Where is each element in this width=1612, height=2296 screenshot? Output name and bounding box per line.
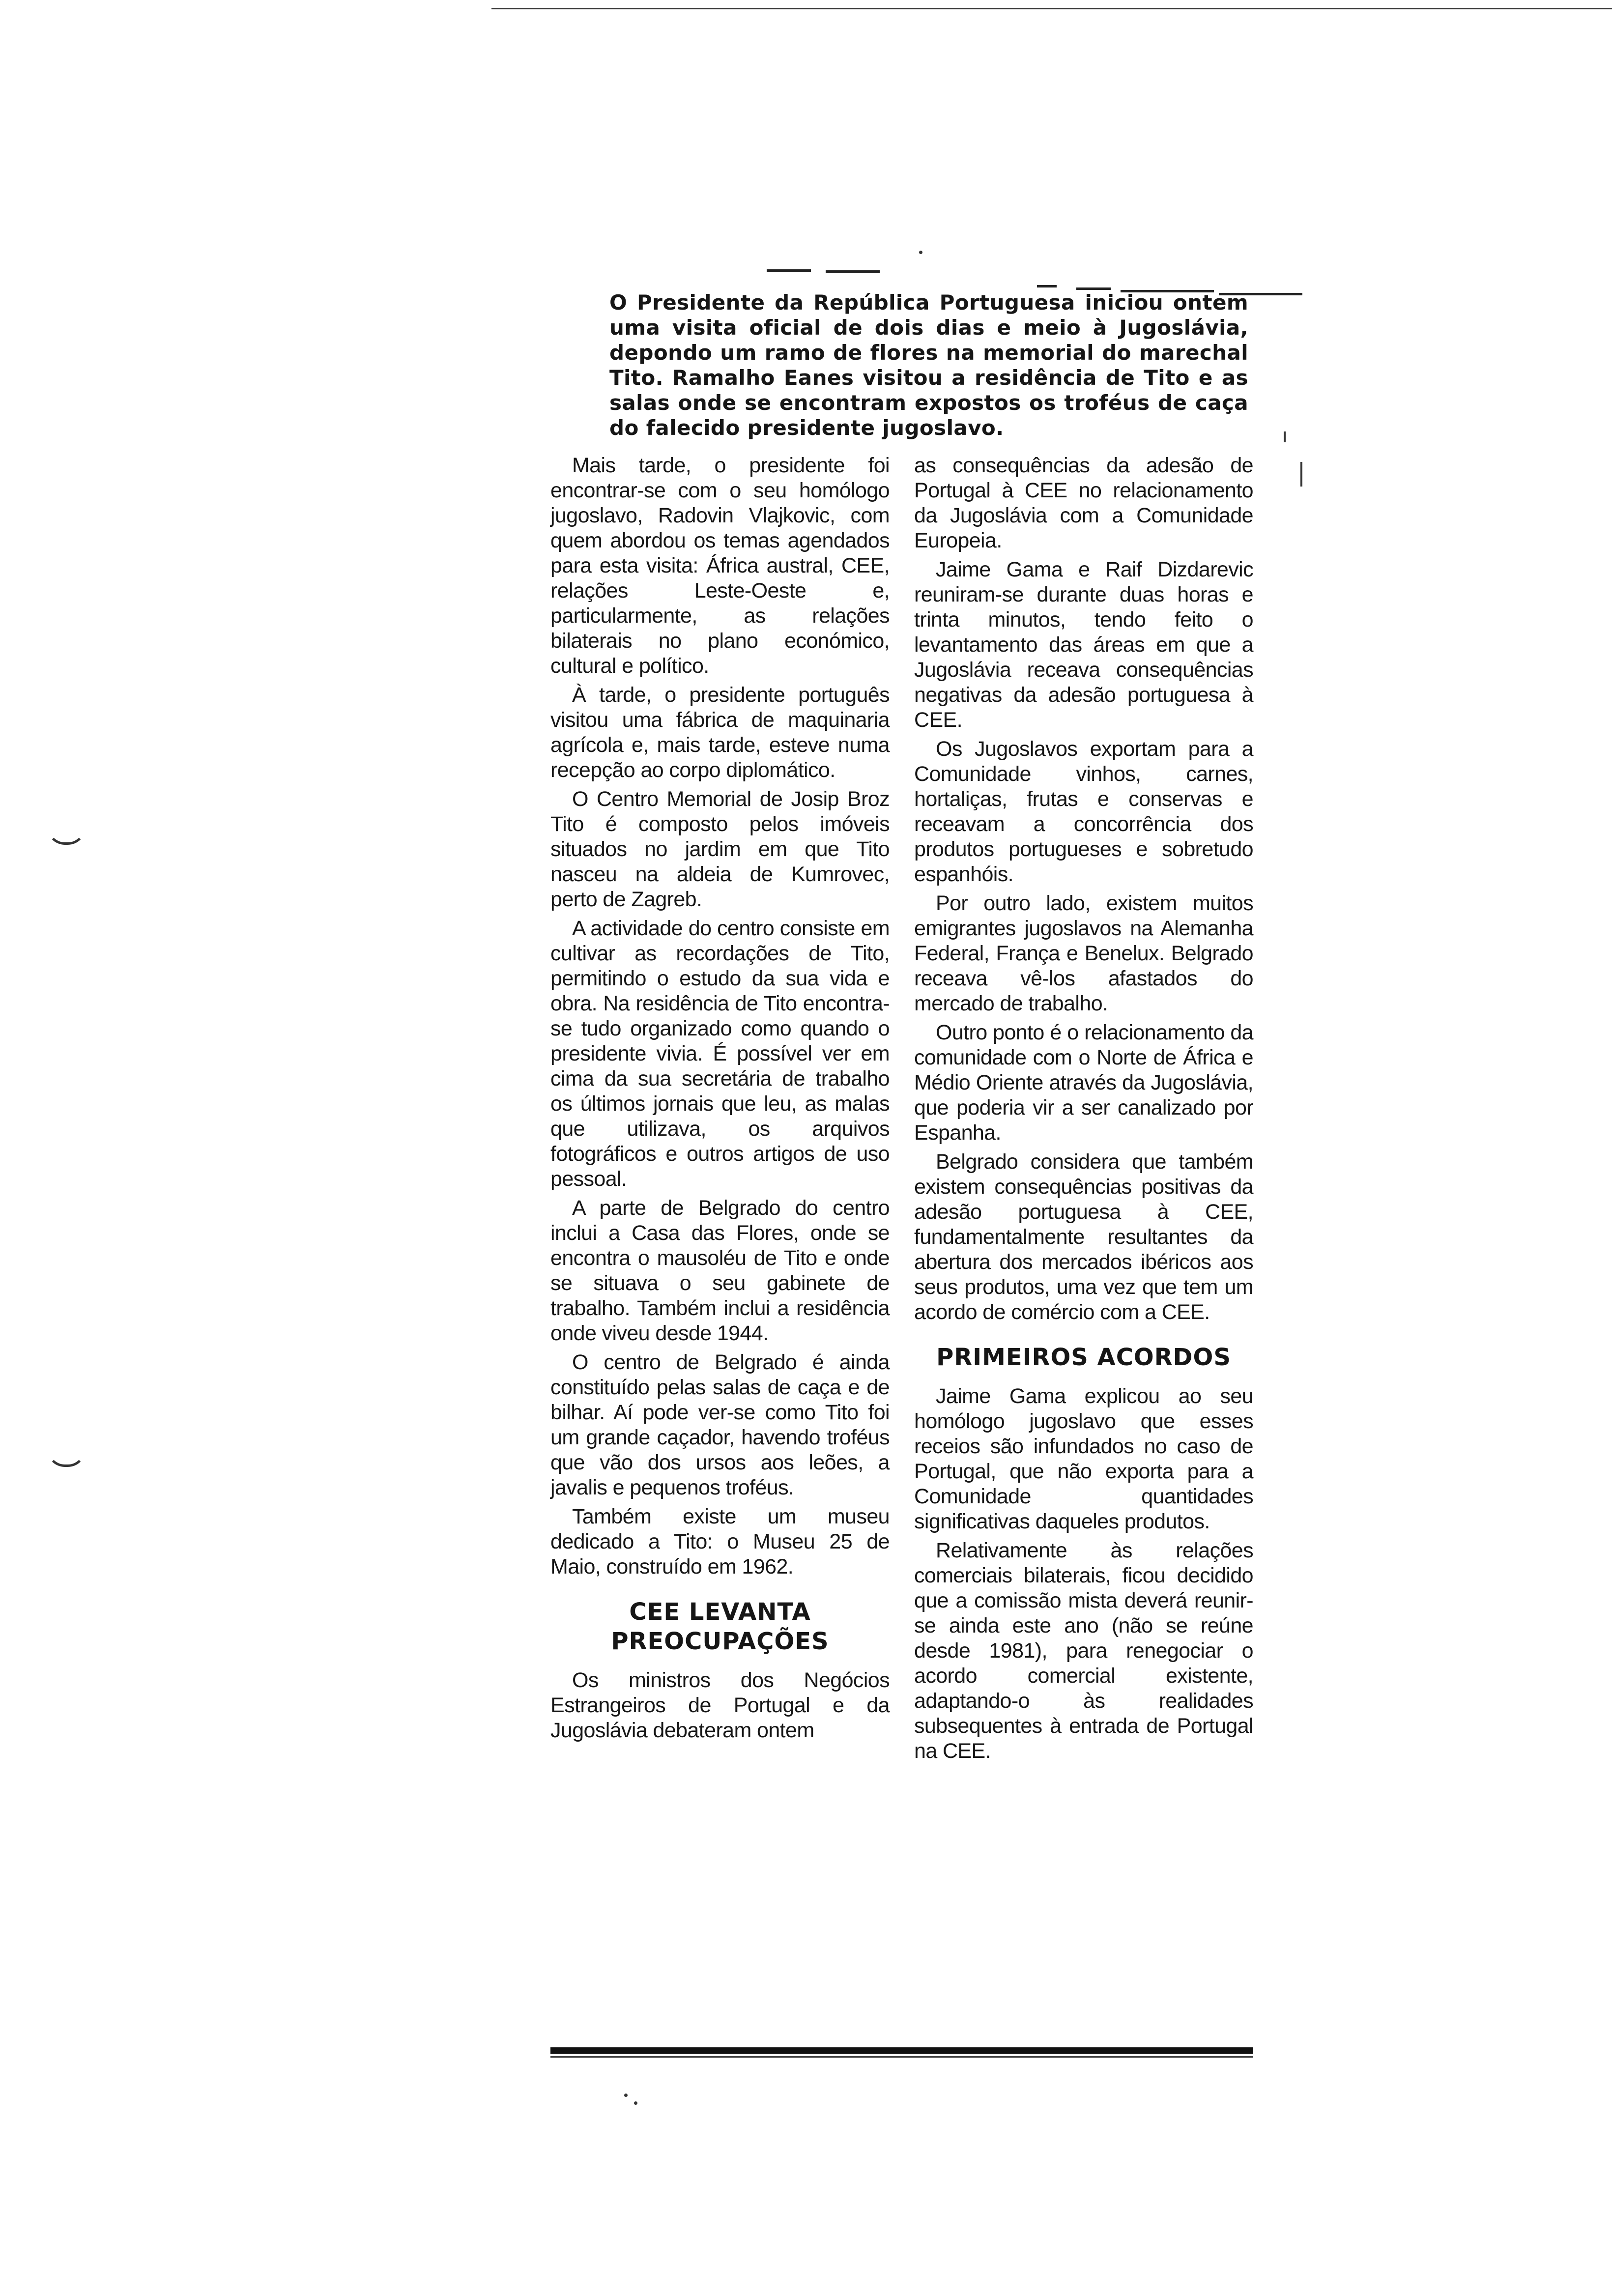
article-columns bbox=[550, 453, 1253, 1768]
body-paragraph: Jaime Gama e Raif Dizdarevic reuniram-se durante duas horas e trinta minutos, tendo feito o levantamento das áreas em que a Jugoslávia receava consequências negativas da adesão portuguesa à CEE. bbox=[914, 558, 1253, 732]
article-bottom-rule-thin bbox=[550, 2056, 1253, 2058]
margin-tick-mark bbox=[1284, 431, 1286, 442]
right-column bbox=[914, 453, 1253, 1768]
margin-tick-mark bbox=[1300, 462, 1302, 487]
dust-speck bbox=[624, 2094, 628, 2097]
article-lead: O Presidente da República Portuguesa iniciou ontem uma visita oficial de dois dias e meio à Jugoslávia, depondo um ramo de flores na memorial do marechal Tito. Ramalho Eanes visitou a residência de Tito e as salas onde se encontram expostos os troféus de caça do falecido presidente jugoslavo. bbox=[609, 290, 1248, 440]
body-paragraph: Belgrado considera que também existem consequências positivas da adesão portuguesa à CEE, fundamentalmente resultantes da abertura dos mercados ibéricos aos seus produtos, uma vez que tem um acordo de comércio com a CEE. bbox=[914, 1150, 1253, 1324]
section-subhead-primeiros-acordos: PRIMEIROS ACORDOS bbox=[936, 1344, 1231, 1371]
body-paragraph-continued: as consequências da adesão de Portugal à CEE no relacionamento da Jugoslávia com a Comunidade Europeia. bbox=[914, 454, 1253, 552]
body-paragraph: Os ministros dos Negócios Estrangeiros de Portugal e da Jugoslávia debateram ontem bbox=[550, 1668, 890, 1742]
body-paragraph: Mais tarde, o presidente foi encontrar-se com o seu homólogo jugoslavo, Radovin Vlajkovic, com quem abordou os temas agendados para esta visita: África austral, CEE, relações Leste-Oeste e, particularmente, as relações bilaterais no plano económico, cultural e político. bbox=[550, 454, 890, 678]
dust-speck bbox=[919, 251, 922, 254]
body-paragraph: À tarde, o presidente português visitou uma fábrica de maquinaria agrícola e, mais tarde, esteve numa recepção ao corpo diplomático. bbox=[550, 683, 890, 782]
body-paragraph: Também existe um museu dedicado a Tito: o Museu 25 de Maio, construído em 1962. bbox=[550, 1505, 890, 1578]
subhead-line: PREOCUPAÇÕES bbox=[611, 1628, 829, 1655]
article-bottom-rule bbox=[550, 2047, 1253, 2054]
body-paragraph: Por outro lado, existem muitos emigrantes jugoslavos na Alemanha Federal, França e Benelux. Belgrado receava vê-los afastados do mercado de trabalho. bbox=[914, 891, 1253, 1015]
body-paragraph: A parte de Belgrado do centro inclui a Casa das Flores, onde se encontra o mausoléu de Tito e onde se situava o seu gabinete de trabalho. Também inclui a residência onde viveu desde 1944. bbox=[550, 1196, 890, 1345]
clipping-cut-mark bbox=[767, 269, 811, 272]
binder-hole-mark bbox=[47, 827, 86, 845]
body-paragraph: Os Jugoslavos exportam para a Comunidade vinhos, carnes, hortaliças, frutas e conservas e receavam a concorrência dos produtos portugueses e sobretudo espanhóis. bbox=[914, 737, 1253, 886]
scan-top-edge-line bbox=[491, 8, 1612, 9]
left-column bbox=[550, 453, 890, 1768]
binder-hole-mark bbox=[47, 1449, 86, 1467]
newspaper-article bbox=[550, 290, 1253, 1768]
body-paragraph: O centro de Belgrado é ainda constituído pelas salas de caça e de bilhar. Aí pode ver-se como Tito foi um grande caçador, havendo troféus que vão dos ursos aos leões, a javalis e pequenos troféus. bbox=[550, 1350, 890, 1499]
section-subhead-cee-levanta bbox=[550, 1597, 890, 1656]
body-paragraph: Relativamente às relações comerciais bilaterais, ficou decidido que a comissão mista deverá reunir-se ainda este ano (não se reúne desde 1981), para renegociar o acordo comercial existente, adaptando-o às realidades subsequentes à entrada de Portugal na CEE. bbox=[914, 1539, 1253, 1763]
clipping-cut-mark bbox=[826, 270, 880, 273]
subhead-line: CEE LEVANTA bbox=[629, 1598, 811, 1626]
dust-speck bbox=[634, 2101, 637, 2105]
body-paragraph: O Centro Memorial de Josip Broz Tito é composto pelos imóveis situados no jardim em que Tito nasceu na aldeia de Kumrovec, perto de Zagreb. bbox=[550, 787, 890, 911]
body-paragraph: Jaime Gama explicou ao seu homólogo jugoslavo que esses receios são infundados no caso de Portugal, que não exporta para a Comunidade quantidades significativas daqueles produtos. bbox=[914, 1384, 1253, 1533]
body-paragraph: Outro ponto é o relacionamento da comunidade com o Norte de África e Médio Oriente através da Jugoslávia, que poderia vir a ser canalizado por Espanha. bbox=[914, 1021, 1253, 1145]
body-paragraph: A actividade do centro consiste em cultivar as recordações de Tito, permitindo o estudo da sua vida e obra. Na residência de Tito encontra-se tudo organizado como quando o presidente vivia. É possível ver em cima da sua secretária de trabalho os últimos jornais que leu, as malas que utilizava, os arquivos fotográficos e outros artigos de uso pessoal. bbox=[550, 917, 890, 1191]
clipping-cut-mark bbox=[1037, 285, 1057, 287]
